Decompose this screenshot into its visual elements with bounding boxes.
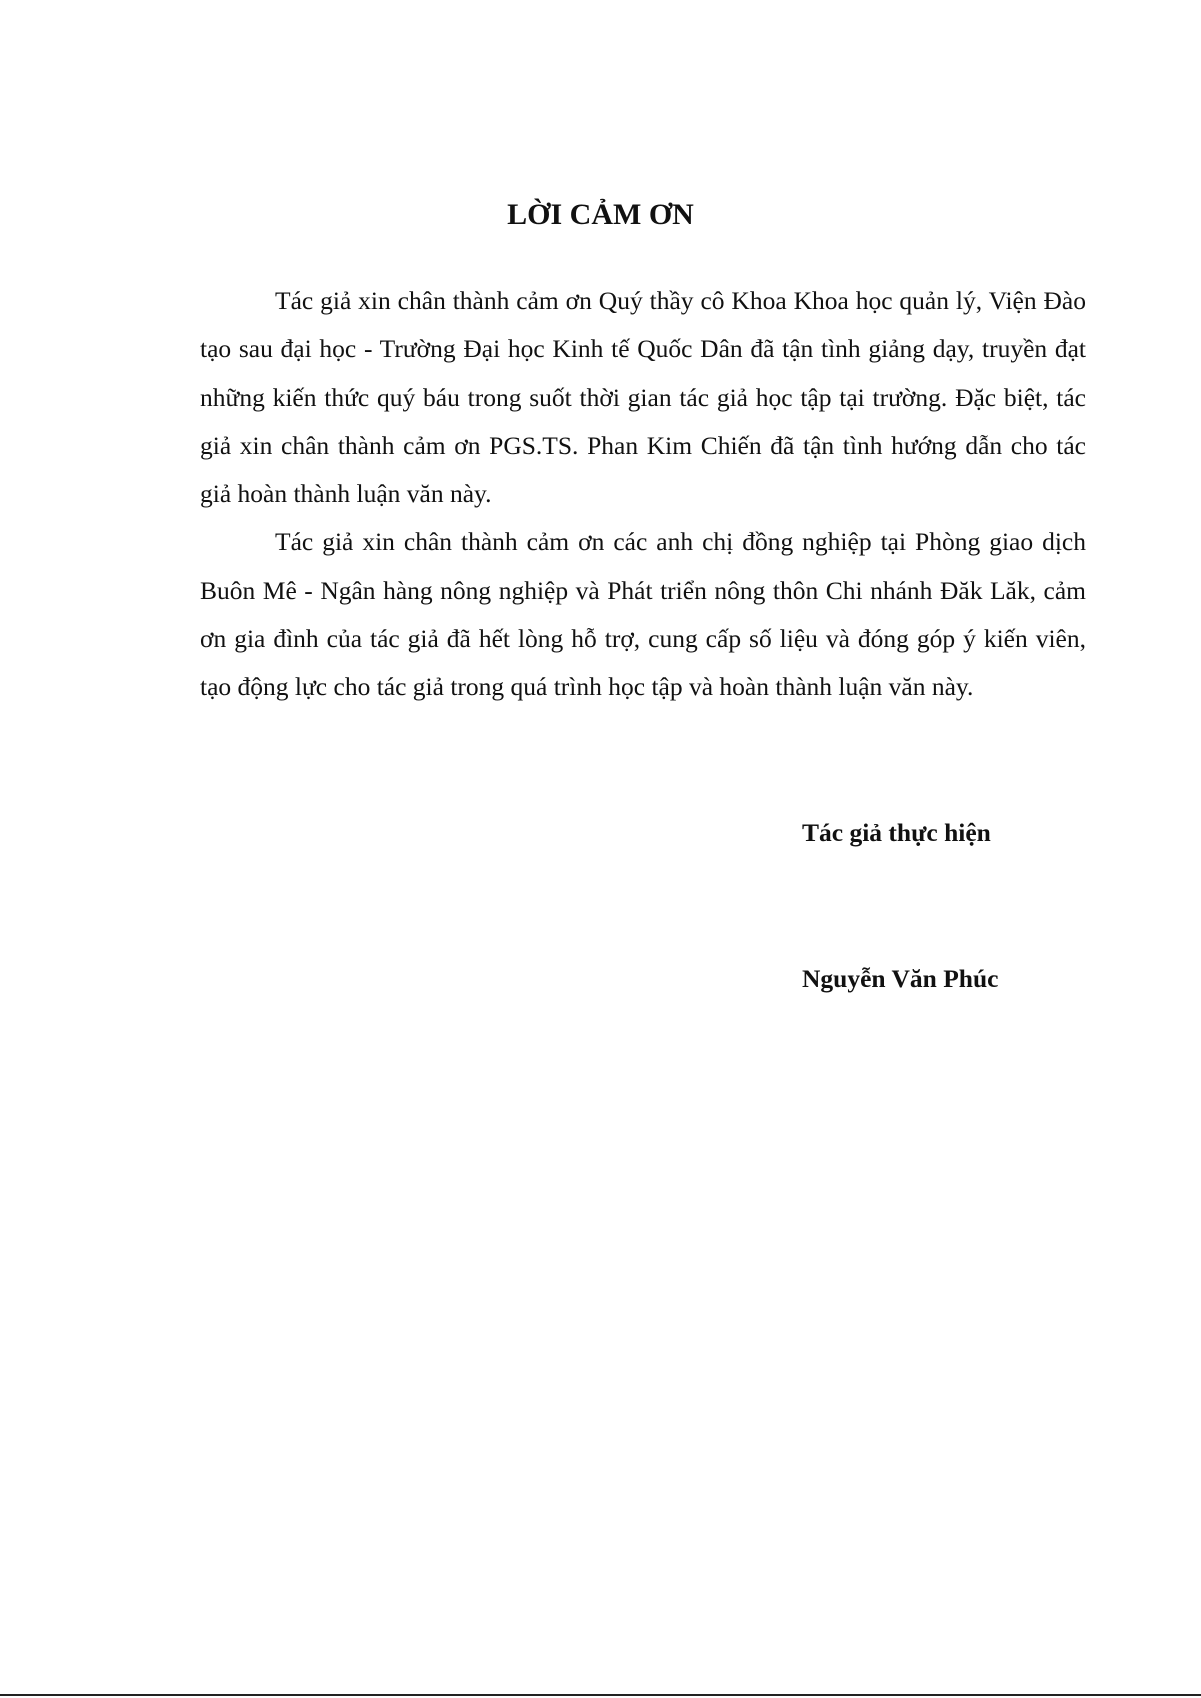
paragraph-1: Tác giả xin chân thành cảm ơn Quý thầy cô Khoa Khoa học quản lý, Viện Đào tạo sau đại học - Trường Đại học Kinh tế Quốc Dân đã tận tình giảng dạy, truyền đạt những kiến thức quý báu trong suốt thời gian tác giả học tập tại trường. Đặc biệt, tác giả xin chân thành cảm ơn PGS.TS. Phan Kim Chiến đã tận tình hướng dẫn cho tác giả hoàn thành luận văn này. (200, 286, 1086, 509)
page-title: LỜI CẢM ƠN (507, 198, 694, 231)
signature-role: Tác giả thực hiện (802, 818, 991, 847)
signature-name: Nguyễn Văn Phúc (802, 964, 999, 993)
page-bottom-divider (0, 1694, 1201, 1696)
acknowledgement-body (200, 277, 1086, 712)
paragraph-2: Tác giả xin chân thành cảm ơn các anh chị đồng nghiệp tại Phòng giao dịch Buôn Mê - Ngân hàng nông nghiệp và Phát triển nông thôn Chi nhánh Đăk Lăk, cảm ơn gia đình của tác giả đã hết lòng hỗ trợ, cung cấp số liệu và đóng góp ý kiến viên, tạo động lực cho tác giả trong quá trình học tập và hoàn thành luận văn này. (200, 527, 1086, 702)
